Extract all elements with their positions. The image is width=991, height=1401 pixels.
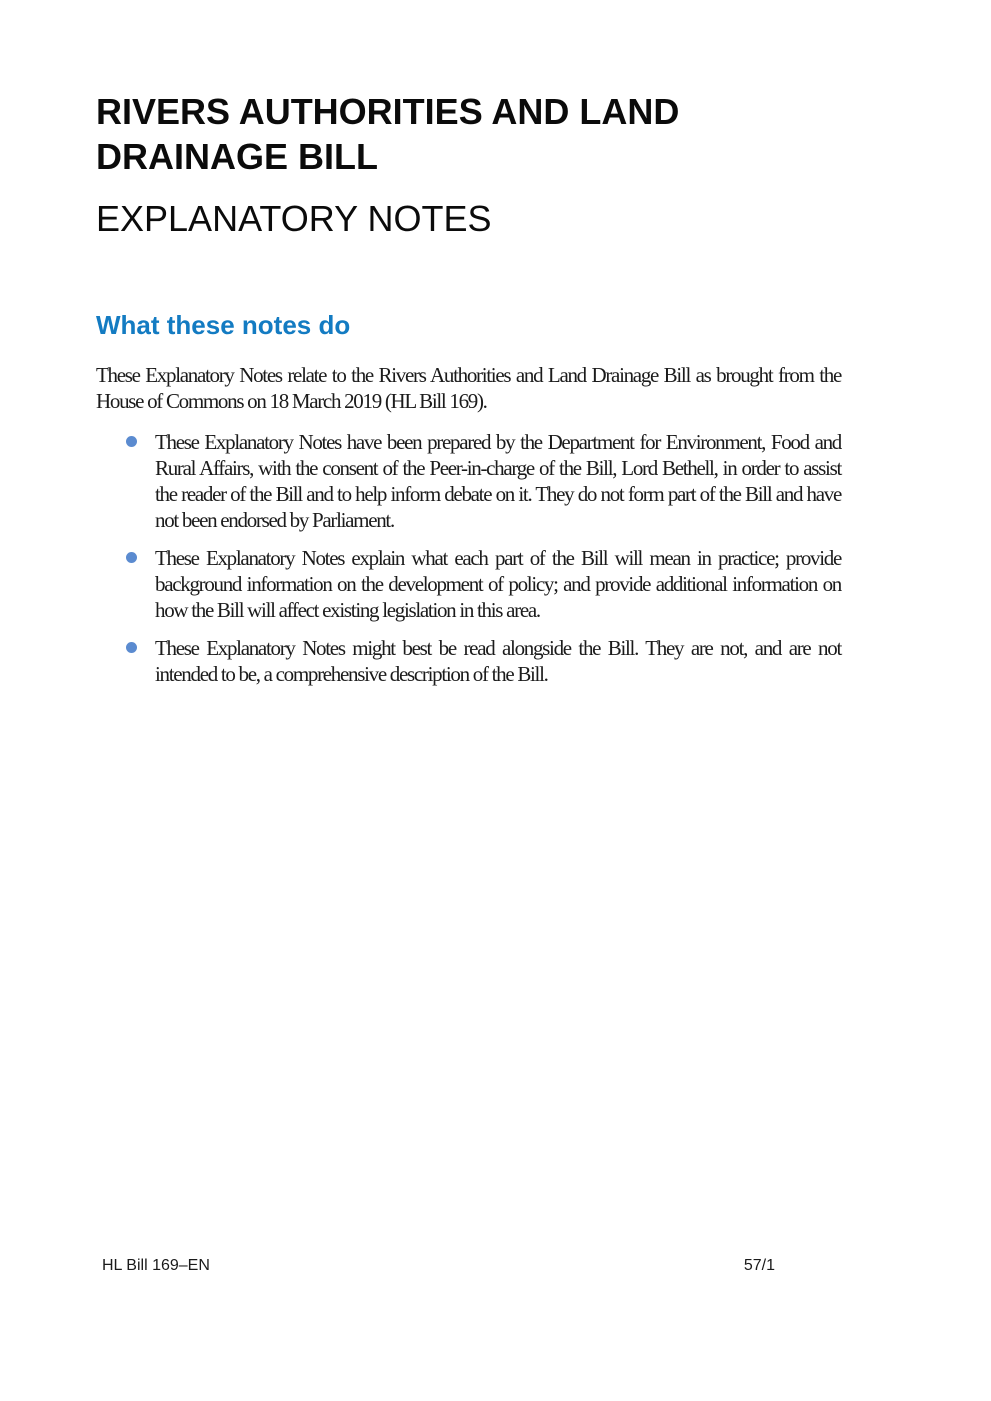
page-footer (102, 1256, 775, 1276)
bullet-icon (126, 642, 137, 653)
footer-page-number: 57/1 (743, 1257, 775, 1274)
document-subtitle: EXPLANATORY NOTES (96, 198, 492, 239)
bullet-text: These Explanatory Notes might best be read alongside the Bill. They are not, and are not intended to be, a comprehensive description of the Bill. (155, 636, 841, 686)
bullet-icon (126, 436, 137, 447)
section-heading: What these notes do (96, 310, 351, 340)
bullet-list (96, 429, 841, 687)
document-content (0, 0, 991, 687)
bullet-item (96, 635, 841, 687)
bullet-item (96, 429, 841, 533)
document-title: RIVERS AUTHORITIES AND LAND DRAINAGE BILL (96, 91, 680, 177)
bullet-item (96, 545, 841, 623)
bullet-icon (126, 552, 137, 563)
bullet-text: These Explanatory Notes explain what each part of the Bill will mean in practice; provide background information on the development of policy; and provide additional information on how the Bill will affect existing legislation in this area. (155, 546, 841, 622)
intro-paragraph: These Explanatory Notes relate to the Rivers Authorities and Land Drainage Bill as brought from the House of Commons on 18 March 2019 (HL Bill 169). (96, 363, 841, 413)
footer-bill-reference: HL Bill 169–EN (102, 1257, 210, 1274)
bullet-text: These Explanatory Notes have been prepared by the Department for Environment, Food and Rural Affairs, with the consent of the Peer-in-charge of the Bill, Lord Bethell, in order to assist the reader of the Bill and to help inform debate on it. They do not form part of the Bill and have not been endorsed by Parliament. (155, 430, 841, 532)
